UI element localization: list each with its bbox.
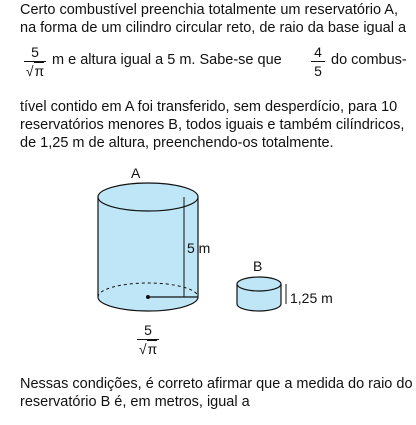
radius-denominator: √π <box>25 63 45 79</box>
figure-radius-denominator: √π <box>138 341 158 357</box>
problem-line-3-mid: m e altura igual a 5 m. Sabe-se que <box>52 52 282 68</box>
cylinder-b <box>237 277 286 311</box>
figure-radius-numerator: 5 <box>144 322 152 338</box>
radius-numerator: 5 <box>31 44 39 60</box>
problem-line-6: de 1,25 m de altura, preenchendo-os totalmente. <box>20 135 334 151</box>
fraction-numerator: 4 <box>314 44 322 60</box>
height-label-a: 5 m <box>187 240 211 256</box>
label-a: A <box>131 165 141 181</box>
cylinder-a <box>98 183 198 311</box>
label-b: B <box>253 258 263 274</box>
problem-line-5: reservatórios menores B, todos iguais e também cilíndricos, <box>20 117 405 133</box>
figure-radius-fraction <box>137 322 159 357</box>
question-line-1: Nessas condições, é correto afirmar que a medida do raio do <box>20 376 413 392</box>
height-label-b: 1,25 m <box>290 290 333 306</box>
problem-line-1: Certo combustível preenchia totalmente um reservatório A, <box>20 2 398 18</box>
fraction-denominator: 5 <box>314 63 322 79</box>
problem-line-2: na forma de um cilindro circular reto, de raio da base igual a <box>20 20 407 36</box>
problem-line-4: tível contido em A foi transferido, sem desperdício, para 10 <box>20 99 398 115</box>
problem-line-3-end: do combus- <box>331 52 407 68</box>
question-line-2: reservatório B é, em metros, igual a <box>20 394 250 410</box>
